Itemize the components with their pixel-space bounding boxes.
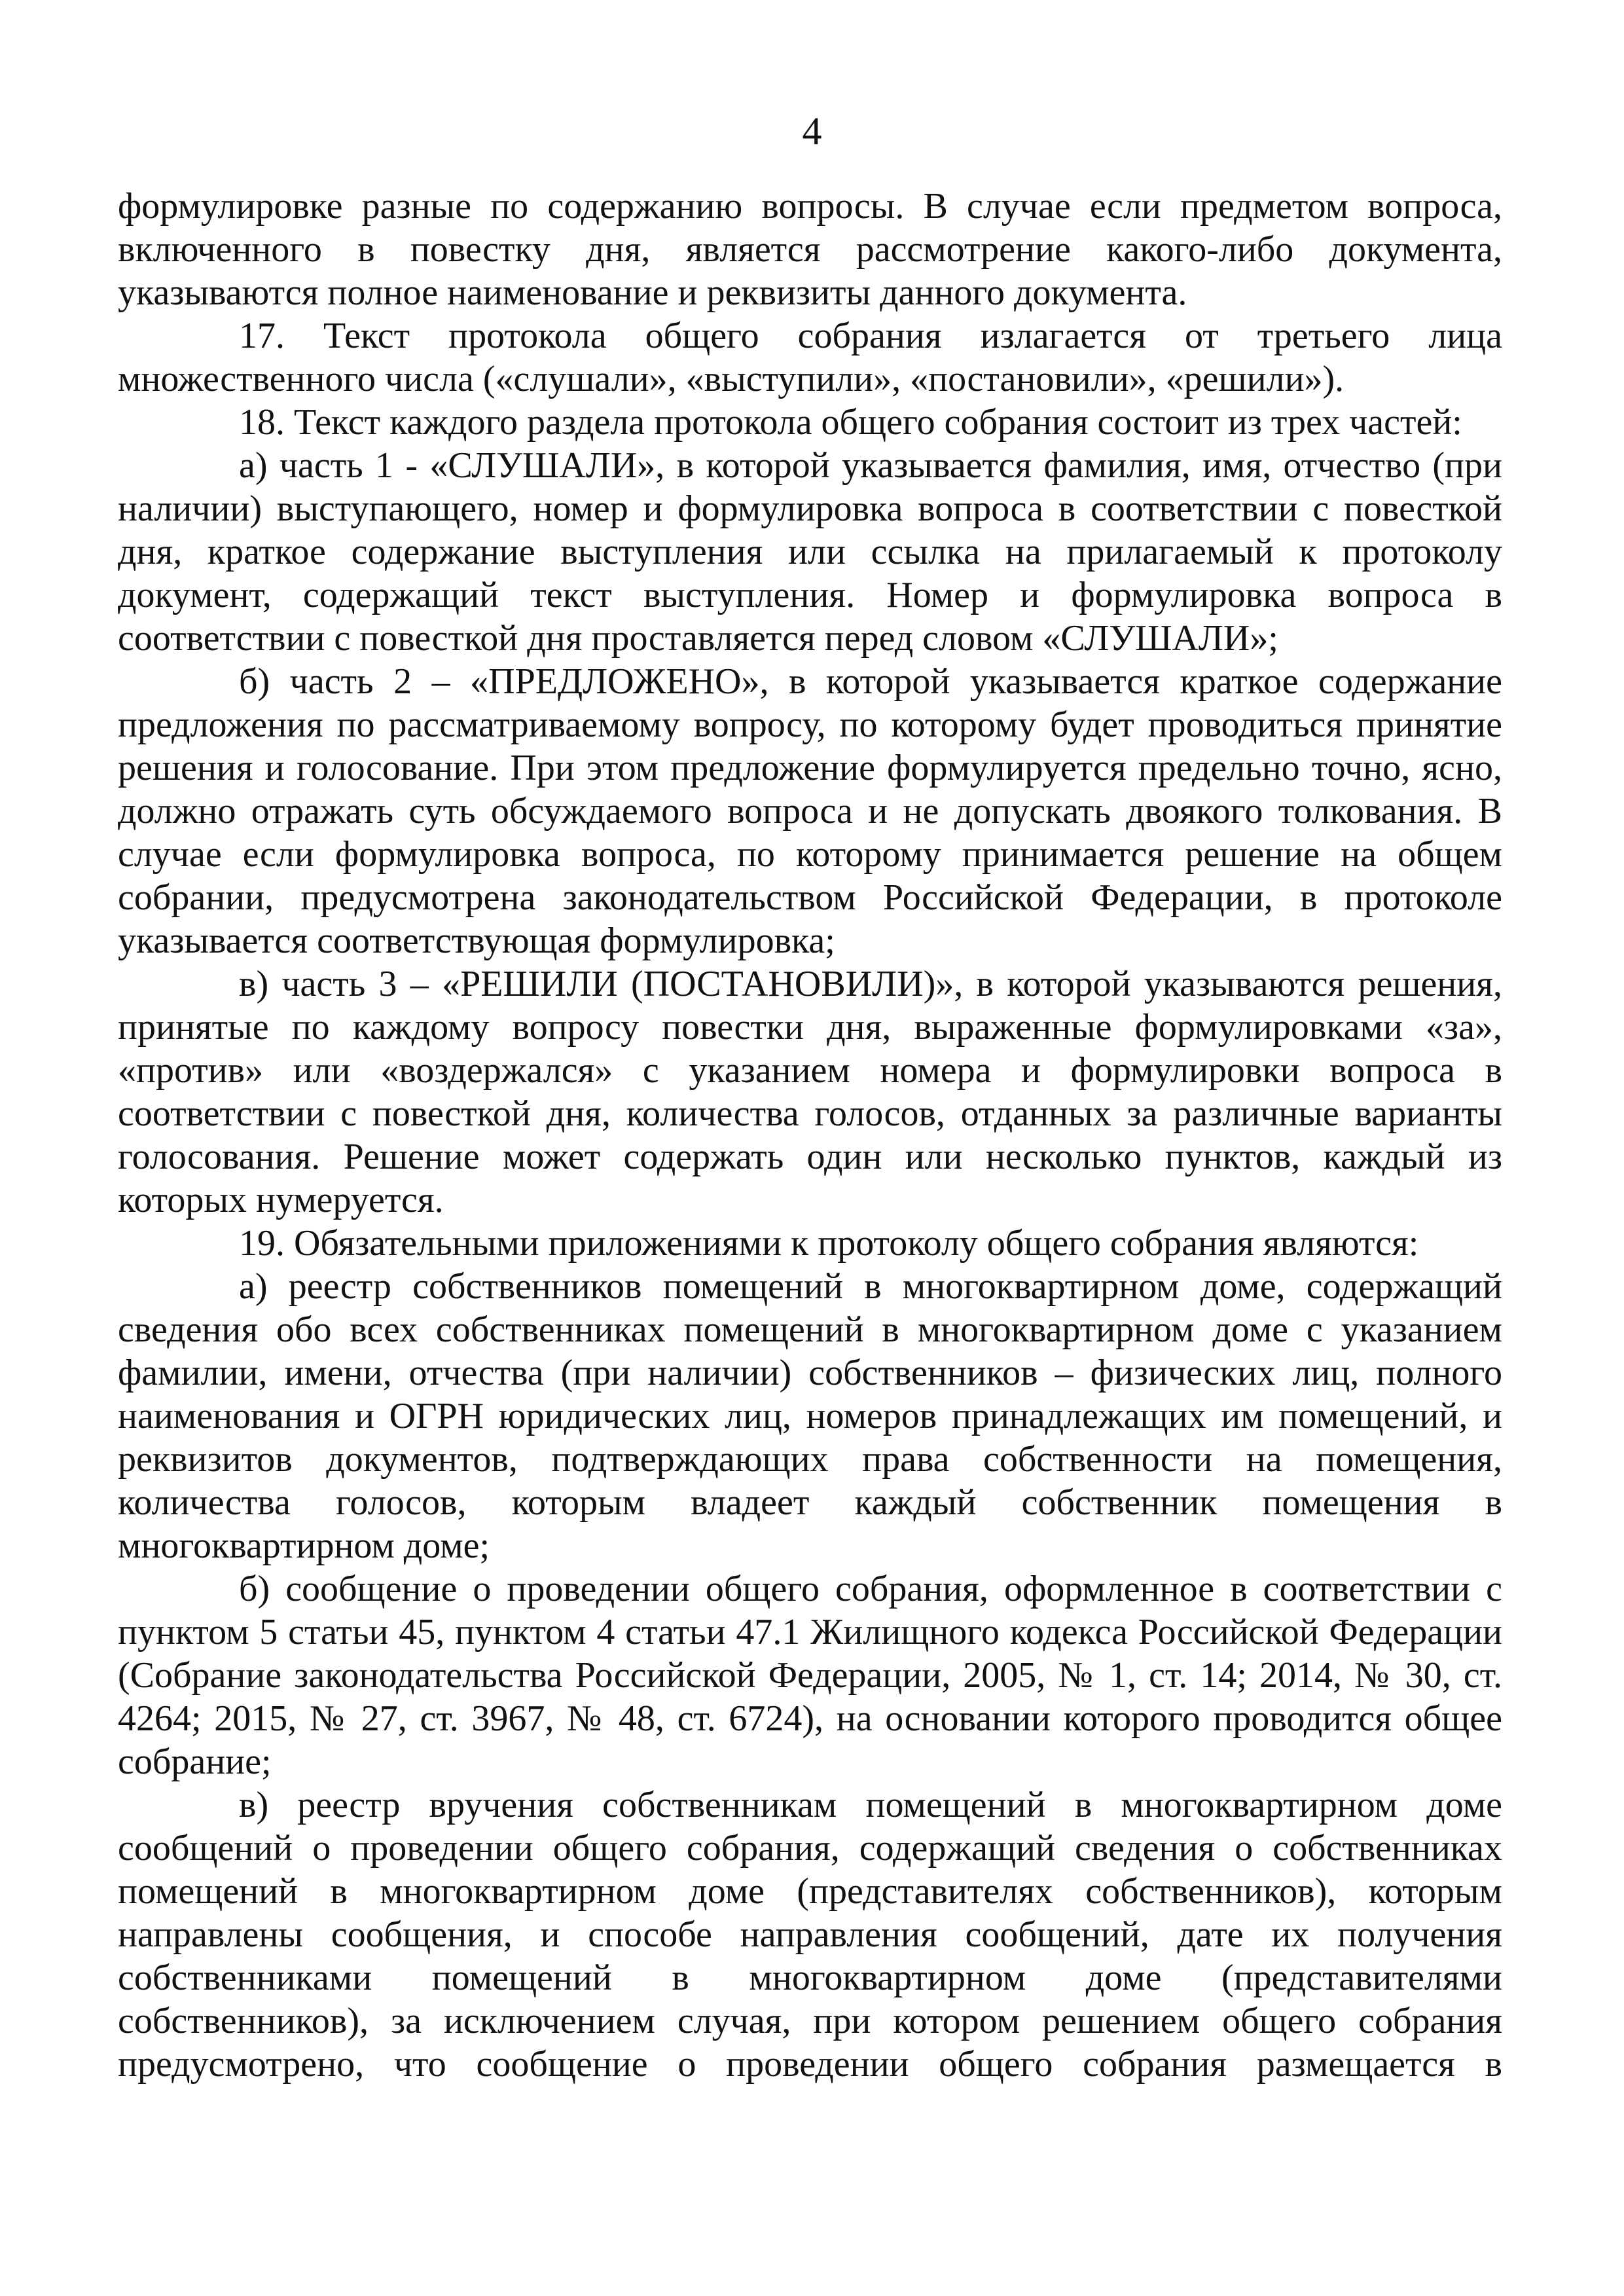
paragraph-item-19v: в) реестр вручения собственникам помещений в многоквартирном доме сообщений о проведении общего собрания, содержащий сведения о собственниках помещений в многоквартирном доме (представителях собственников), которым направлены сообщения, и способе направления сообщений, дате их получения собственниками помещений в многоквартирном доме (представителями собственников), за исключением случая, при котором решением общего собрания предусмотрено, что сообщение о проведении общего собрания размещается в [118,1785,1502,2085]
paragraph-item-18b: б) часть 2 – «ПРЕДЛОЖЕНО», в которой указывается краткое содержание предложения по рассматриваемому вопросу, по которому будет проводиться принятие решения и голосование. При этом предложение формулируется предельно точно, ясно, должно отражать суть обсуждаемого вопроса и не допускать двоякого толкования. В случае если формулировка вопроса, по которому принимается решение на общем собрании, предусмотрена законодательством Российской Федерации, в протоколе указывается соответствующая формулировка; [118,661,1502,961]
paragraph-item-18v: в) часть 3 – «РЕШИЛИ (ПОСТАНОВИЛИ)», в которой указываются решения, принятые по каждому вопросу повестки дня, выраженные формулировками «за», «против» или «воздержался» с указанием номера и формулировки вопроса в соответствии с повесткой дня, количества голосов, отданных за различные варианты голосования. Решение может содержать один или несколько пунктов, каждый из которых нумеруется. [118,964,1502,1220]
paragraph-item-19: 19. Обязательными приложениями к протоколу общего собрания являются: [239,1223,1419,1264]
paragraph-item-17: 17. Текст протокола общего собрания излагается от третьего лица множественного числа («слушали», «выступили», «постановили», «решили»). [118,316,1502,399]
document-body [118,185,1502,2086]
page-number: 4 [802,109,822,153]
paragraph-item-18: 18. Текст каждого раздела протокола общего собрания состоит из трех частей: [239,402,1462,443]
paragraph-item-19a: а) реестр собственников помещений в многоквартирном доме, содержащий сведения обо всех собственниках помещений в многоквартирном доме с указанием фамилии, имени, отчества (при наличии) собственников – физических лиц, полного наименования и ОГРН юридических лиц, номеров принадлежащих им помещений, и реквизитов документов, подтверждающих права собственности на помещения, количества голосов, которым владеет каждый собственник помещения в многоквартирном доме; [118,1266,1502,1566]
paragraph-continuation: формулировке разные по содержанию вопросы. В случае если предметом вопроса, включенного в повестку дня, является рассмотрение какого-либо документа, указываются полное наименование и реквизиты данного документа. [118,186,1502,313]
paragraph-item-19b: б) сообщение о проведении общего собрания, оформленное в соответствии с пунктом 5 статьи 45, пунктом 4 статьи 47.1 Жилищного кодекса Российской Федерации (Собрание законодательства Российской Федерации, 2005, № 1, ст. 14; 2014, № 30, ст. 4264; 2015, № 27, ст. 3967, № 48, ст. 6724), на основании которого проводится общее собрание; [118,1569,1502,1782]
paragraph-item-18a: а) часть 1 - «СЛУШАЛИ», в которой указывается фамилия, имя, отчество (при наличии) выступающего, номер и формулировка вопроса в соответствии с повесткой дня, краткое содержание выступления или ссылка на прилагаемый к протоколу документ, содержащий текст выступления. Номер и формулировка вопроса в соответствии с повесткой дня проставляется перед словом «СЛУШАЛИ»; [118,445,1502,659]
